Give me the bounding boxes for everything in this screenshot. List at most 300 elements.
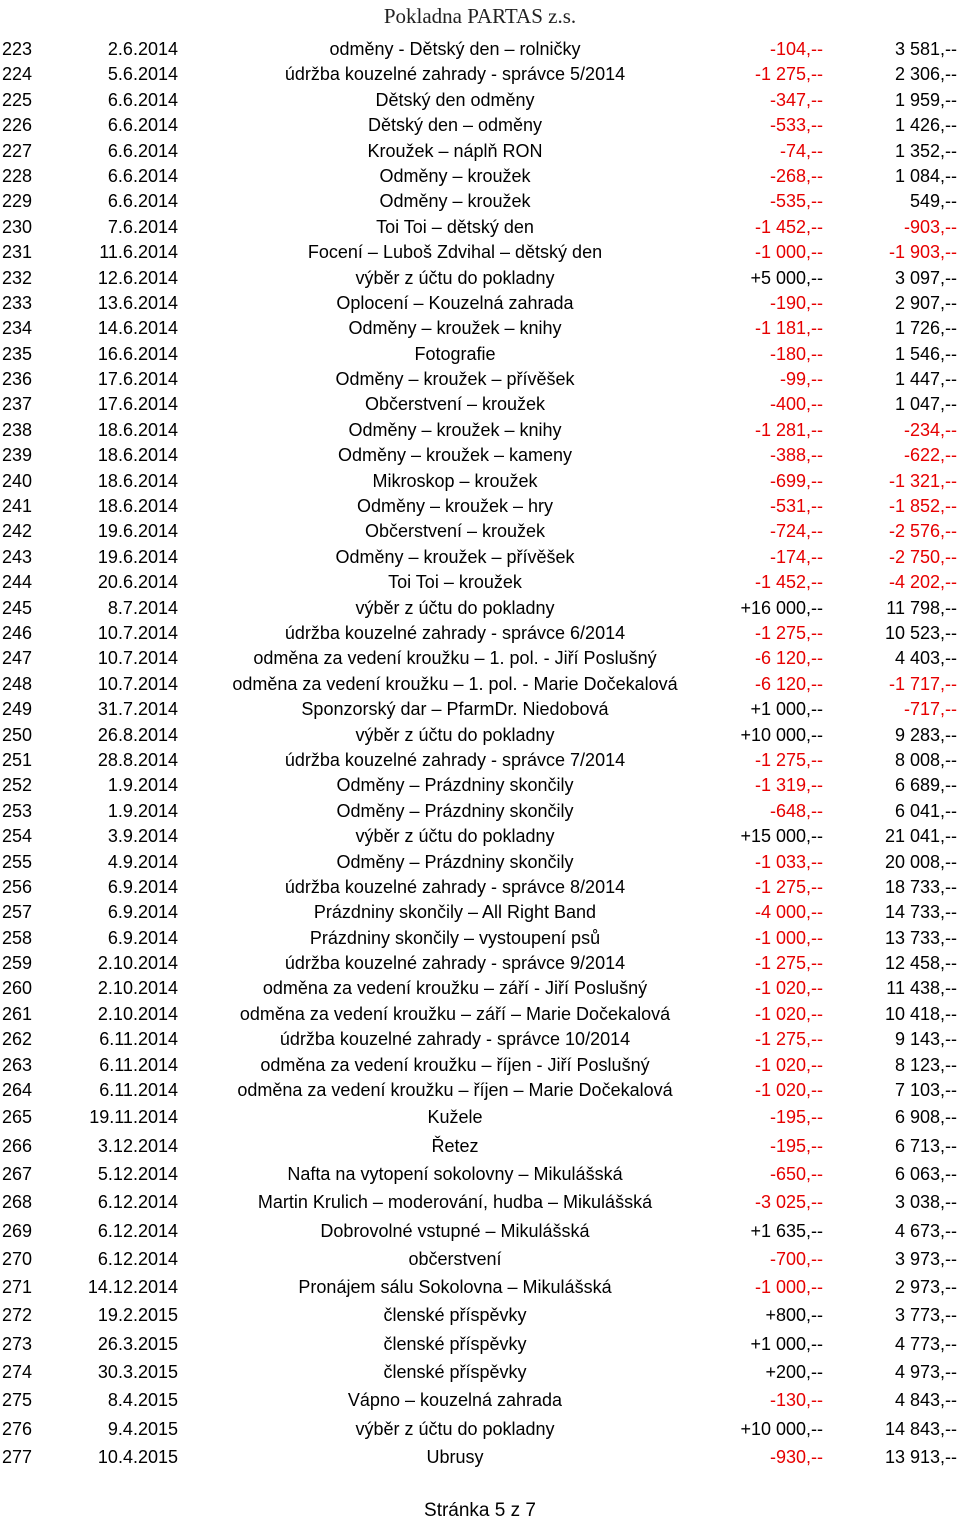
entry-balance: 6 063,--: [894, 1164, 957, 1184]
entry-balance: -1 321,--: [888, 470, 957, 491]
ledger-row: [0, 1443, 960, 1471]
entry-description: výběr z účtu do pokladny: [355, 1418, 555, 1439]
entry-balance: 11 798,--: [886, 597, 957, 618]
entry-number: 226: [2, 115, 33, 136]
entry-balance: 2 306,--: [894, 64, 957, 85]
entry-amount: +200,--: [765, 1362, 823, 1383]
entry-number: 262: [2, 1029, 33, 1050]
entry-number: 240: [2, 470, 33, 491]
entry-description: Odměny – Prázdniny skončily: [336, 775, 574, 796]
ledger-row: [0, 62, 960, 87]
entry-description: odměna za vedení kroužku – říjen – Marie Dočekalová: [237, 1080, 673, 1101]
entry-amount: +10 000,--: [740, 724, 823, 745]
entry-amount: -533,--: [769, 115, 823, 136]
entry-balance: -717,--: [903, 699, 957, 720]
entry-date: 18.6.2014: [97, 470, 178, 491]
entry-date: 16.6.2014: [97, 343, 178, 364]
entry-balance: 18 733,--: [884, 876, 957, 897]
entry-description: odměna za vedení kroužku – 1. pol. - Marie Dočekalová: [232, 673, 678, 694]
entry-number: 274: [2, 1362, 33, 1383]
entry-description: Prázdniny skončily – All Right Band: [313, 902, 597, 923]
entry-amount: -1 000,--: [754, 242, 823, 263]
entry-date: 18.6.2014: [97, 496, 178, 517]
entry-amount: -1 275,--: [754, 64, 823, 85]
entry-balance: 7 103,--: [894, 1080, 957, 1101]
ledger-row: [0, 1132, 960, 1160]
entry-date: 28.8.2014: [97, 749, 178, 770]
ledger-row: [0, 1103, 960, 1131]
entry-amount: -388,--: [769, 445, 823, 466]
entry-description: údržba kouzelné zahrady - správce 5/2014: [284, 64, 626, 85]
ledger-row: [0, 900, 960, 925]
entry-date: 19.6.2014: [97, 521, 178, 542]
ledger-row: [0, 850, 960, 875]
entry-date: 10.4.2015: [97, 1446, 178, 1467]
entry-date: 3.12.2014: [97, 1135, 178, 1156]
ledger-row: [0, 1301, 960, 1329]
entry-amount: -1 281,--: [754, 419, 823, 440]
entry-number: 251: [2, 749, 33, 770]
entry-balance: 1 352,--: [894, 140, 957, 161]
entry-description: Odměny – kroužek – kameny: [337, 445, 573, 466]
entry-balance: 14 843,--: [884, 1418, 957, 1439]
entry-description: Dětský den odměny: [375, 89, 535, 110]
ledger-row: [0, 113, 960, 138]
ledger-row: [0, 875, 960, 900]
entry-number: 270: [2, 1248, 33, 1269]
entry-amount: -535,--: [769, 191, 823, 212]
entry-amount: -174,--: [769, 546, 823, 567]
ledger-row: [0, 748, 960, 773]
entry-amount: -1 020,--: [754, 1003, 823, 1024]
entry-description: Toi Toi – kroužek: [388, 572, 522, 593]
ledger-row: [0, 773, 960, 798]
entry-number: 273: [2, 1333, 33, 1354]
ledger-row: [0, 266, 960, 291]
entry-amount: -699,--: [769, 470, 823, 491]
entry-balance: 1 546,--: [894, 343, 957, 364]
entry-number: 229: [2, 191, 33, 212]
entry-balance: 21 041,--: [884, 826, 957, 847]
page-number: Stránka 5 z 7: [424, 1500, 536, 1521]
entry-number: 248: [2, 673, 33, 694]
entry-amount: -190,--: [769, 292, 823, 313]
entry-balance: 4 973,--: [894, 1362, 957, 1383]
entry-balance: 4 843,--: [894, 1390, 957, 1411]
entry-description: Občerstvení – kroužek: [364, 521, 546, 542]
entry-date: 6.6.2014: [107, 191, 178, 212]
entry-description: Odměny – kroužek: [379, 165, 531, 186]
entry-amount: -1 452,--: [754, 216, 823, 237]
entry-number: 253: [2, 800, 33, 821]
entry-balance: 1 047,--: [894, 394, 957, 415]
entry-date: 6.6.2014: [107, 140, 178, 161]
entry-description: výběr z účtu do pokladny: [355, 724, 555, 745]
entry-description: odměny - Dětský den – rolničky: [329, 39, 581, 59]
entry-balance: 1 084,--: [894, 165, 957, 186]
entry-number: 250: [2, 724, 33, 745]
ledger-row: [0, 88, 960, 113]
entry-balance: 13 733,--: [884, 927, 957, 948]
entry-balance: 6 713,--: [894, 1135, 957, 1156]
entry-number: 275: [2, 1390, 33, 1411]
entry-number: 252: [2, 775, 33, 796]
entry-date: 6.12.2014: [97, 1220, 178, 1241]
entry-description: občerstvení: [408, 1248, 502, 1269]
entry-number: 268: [2, 1192, 33, 1213]
entry-amount: -1 000,--: [754, 927, 823, 948]
entry-number: 225: [2, 89, 33, 110]
entry-description: Odměny – kroužek – přívěšek: [335, 369, 575, 390]
ledger-row: [0, 697, 960, 722]
ledger-row: [0, 418, 960, 443]
entry-amount: -1 275,--: [754, 1029, 823, 1050]
entry-date: 6.11.2014: [99, 1029, 178, 1050]
entry-date: 8.7.2014: [107, 597, 178, 618]
entry-description: Řetez: [431, 1135, 479, 1156]
ledger-row: [0, 545, 960, 570]
entry-description: Odměny – Prázdniny skončily: [336, 851, 574, 872]
entry-description: Odměny – kroužek – hry: [356, 496, 554, 517]
entry-number: 276: [2, 1418, 33, 1439]
entry-balance: 2 907,--: [894, 292, 957, 313]
entry-balance: 13 913,--: [884, 1446, 957, 1467]
entry-date: 5.6.2014: [107, 64, 178, 85]
entry-balance: 9 283,--: [894, 724, 957, 745]
entry-balance: 4 403,--: [894, 648, 957, 669]
entry-description: Kužele: [427, 1107, 483, 1128]
entry-amount: -180,--: [769, 343, 823, 364]
entry-number: 254: [2, 826, 33, 847]
entry-date: 14.6.2014: [97, 318, 178, 339]
ledger-row: [0, 37, 960, 62]
ledger-row: [0, 926, 960, 951]
entry-description: Martin Krulich – moderování, hudba – Mikulášská: [257, 1192, 653, 1213]
ledger-row: [0, 1160, 960, 1188]
entry-description: Dětský den – odměny: [367, 115, 543, 136]
entry-number: 260: [2, 978, 33, 999]
entry-description: Oplocení – Kouzelná zahrada: [336, 292, 574, 313]
entry-description: údržba kouzelné zahrady - správce 7/2014: [284, 749, 626, 770]
entry-amount: -4 000,--: [754, 902, 823, 923]
entry-description: Pronájem sálu Sokolovna – Mikulášská: [298, 1277, 612, 1298]
entry-date: 4.9.2014: [107, 851, 178, 872]
entry-description: údržba kouzelné zahrady - správce 8/2014: [284, 876, 626, 897]
entry-number: 245: [2, 597, 33, 618]
entry-description: členské příspěvky: [383, 1333, 527, 1354]
entry-amount: -1 020,--: [754, 978, 823, 999]
entry-description: údržba kouzelné zahrady - správce 9/2014: [284, 953, 626, 974]
ledger-row: [0, 976, 960, 1001]
entry-description: Toi Toi – dětský den: [376, 216, 534, 237]
entry-balance: 20 008,--: [884, 851, 957, 872]
entry-amount: -268,--: [769, 165, 823, 186]
entry-description: Odměny – kroužek – knihy: [348, 318, 562, 339]
entry-amount: -1 275,--: [754, 953, 823, 974]
entry-number: 247: [2, 648, 33, 669]
entry-number: 244: [2, 572, 33, 593]
ledger-row: [0, 1053, 960, 1078]
entry-date: 26.3.2015: [97, 1333, 178, 1354]
entry-amount: +1 000,--: [750, 1333, 823, 1354]
entry-description: Nafta na vytopení sokolovny – Mikulášská: [287, 1164, 623, 1184]
entry-balance: -1 852,--: [888, 496, 957, 517]
cash-ledger-table: [0, 37, 960, 1471]
entry-date: 18.6.2014: [97, 445, 178, 466]
ledger-row: [0, 469, 960, 494]
ledger-row: [0, 494, 960, 519]
entry-number: 233: [2, 292, 33, 313]
entry-amount: +16 000,--: [740, 597, 823, 618]
entry-description: Fotografie: [414, 343, 496, 364]
entry-amount: -130,--: [769, 1390, 823, 1411]
entry-date: 1.9.2014: [107, 775, 178, 796]
entry-date: 3.9.2014: [107, 826, 178, 847]
entry-date: 2.10.2014: [97, 953, 178, 974]
entry-balance: -1 717,--: [888, 673, 957, 694]
entry-date: 6.9.2014: [107, 927, 178, 948]
entry-date: 6.9.2014: [107, 876, 178, 897]
entry-amount: -531,--: [769, 496, 823, 517]
entry-number: 231: [2, 242, 33, 263]
entry-balance: 9 143,--: [894, 1029, 957, 1050]
entry-amount: -195,--: [769, 1107, 823, 1128]
entry-balance: 3 097,--: [894, 267, 957, 288]
entry-description: Ubrusy: [426, 1446, 484, 1467]
entry-date: 9.4.2015: [107, 1418, 178, 1439]
ledger-row: [0, 1217, 960, 1245]
ledger-row: [0, 1273, 960, 1301]
entry-description: členské příspěvky: [383, 1305, 527, 1326]
entry-amount: -1 275,--: [754, 622, 823, 643]
entry-date: 18.6.2014: [97, 419, 178, 440]
ledger-row: [0, 1245, 960, 1273]
entry-number: 266: [2, 1135, 33, 1156]
entry-balance: 6 689,--: [894, 775, 957, 796]
entry-date: 6.6.2014: [107, 115, 178, 136]
entry-date: 19.6.2014: [97, 546, 178, 567]
entry-amount: -6 120,--: [754, 648, 823, 669]
entry-description: Mikroskop – kroužek: [372, 470, 538, 491]
entry-date: 6.9.2014: [107, 902, 178, 923]
entry-amount: -400,--: [769, 394, 823, 415]
entry-amount: -648,--: [769, 800, 823, 821]
entry-date: 19.11.2014: [89, 1107, 178, 1128]
ledger-row: [0, 1078, 960, 1103]
entry-amount: +5 000,--: [750, 267, 823, 288]
ledger-row: [0, 570, 960, 595]
entry-balance: 12 458,--: [884, 953, 957, 974]
entry-balance: 3 038,--: [894, 1192, 957, 1213]
entry-date: 17.6.2014: [97, 369, 178, 390]
entry-number: 236: [2, 369, 33, 390]
entry-number: 249: [2, 699, 33, 720]
entry-balance: 4 773,--: [894, 1333, 957, 1354]
ledger-row: [0, 621, 960, 646]
entry-number: 277: [2, 1446, 33, 1467]
ledger-row: [0, 1358, 960, 1386]
entry-balance: 1 959,--: [894, 89, 957, 110]
entry-number: 272: [2, 1305, 33, 1326]
ledger-row: [0, 392, 960, 417]
entry-balance: -4 202,--: [888, 572, 957, 593]
entry-date: 2.6.2014: [107, 39, 178, 59]
entry-date: 6.6.2014: [107, 165, 178, 186]
entry-amount: -1 000,--: [754, 1277, 823, 1298]
ledger-row: [0, 1027, 960, 1052]
entry-balance: -622,--: [903, 445, 957, 466]
entry-amount: -99,--: [779, 369, 823, 390]
ledger-row: [0, 316, 960, 341]
entry-amount: +15 000,--: [740, 826, 823, 847]
entry-balance: 3 773,--: [894, 1305, 957, 1326]
entry-balance: 6 908,--: [894, 1107, 957, 1128]
entry-number: 257: [2, 902, 33, 923]
ledger-row: [0, 596, 960, 621]
entry-balance: 1 726,--: [894, 318, 957, 339]
entry-description: Odměny – kroužek: [379, 191, 531, 212]
entry-number: 230: [2, 216, 33, 237]
entry-amount: -724,--: [769, 521, 823, 542]
entry-number: 256: [2, 876, 33, 897]
ledger-row: [0, 646, 960, 671]
entry-date: 2.10.2014: [97, 1003, 178, 1024]
ledger-row: [0, 824, 960, 849]
ledger-row: [0, 215, 960, 240]
entry-amount: -930,--: [769, 1446, 823, 1467]
entry-balance: 1 426,--: [894, 115, 957, 136]
entry-balance: 10 523,--: [884, 622, 957, 643]
ledger-row: [0, 1415, 960, 1443]
entry-number: 227: [2, 140, 33, 161]
entry-date: 10.7.2014: [97, 648, 178, 669]
entry-balance: -2 576,--: [888, 521, 957, 542]
entry-balance: -1 903,--: [888, 242, 957, 263]
entry-amount: -1 319,--: [754, 775, 823, 796]
entry-description: Odměny – kroužek – knihy: [348, 419, 562, 440]
entry-balance: 549,--: [909, 191, 957, 212]
entry-balance: -234,--: [903, 419, 957, 440]
ledger-row: [0, 723, 960, 748]
entry-amount: -1 181,--: [754, 318, 823, 339]
entry-date: 8.4.2015: [107, 1390, 178, 1411]
entry-balance: 6 041,--: [894, 800, 957, 821]
entry-date: 6.12.2014: [97, 1192, 178, 1213]
entry-number: 224: [2, 64, 33, 85]
ledger-row: [0, 367, 960, 392]
entry-balance: 8 008,--: [894, 749, 957, 770]
entry-description: odměna za vedení kroužku – 1. pol. - Jiří Poslušný: [253, 648, 657, 669]
ledger-row: [0, 240, 960, 265]
ledger-row: [0, 1330, 960, 1358]
entry-balance: 3 973,--: [894, 1248, 957, 1269]
entry-number: 263: [2, 1054, 33, 1075]
entry-number: 258: [2, 927, 33, 948]
entry-date: 30.3.2015: [97, 1362, 178, 1383]
entry-description: údržba kouzelné zahrady - správce 10/2014: [279, 1029, 631, 1050]
entry-description: Odměny – Prázdniny skončily: [336, 800, 574, 821]
ledger-row: [0, 1188, 960, 1216]
ledger-row: [0, 139, 960, 164]
entry-amount: -1 033,--: [754, 851, 823, 872]
entry-balance: 1 447,--: [894, 369, 957, 390]
entry-number: 246: [2, 622, 33, 643]
entry-amount: -195,--: [769, 1135, 823, 1156]
entry-balance: 11 438,--: [886, 978, 957, 999]
entry-number: 235: [2, 343, 33, 364]
entry-number: 242: [2, 521, 33, 542]
entry-amount: -347,--: [769, 89, 823, 110]
entry-amount: -1 275,--: [754, 876, 823, 897]
entry-date: 6.11.2014: [99, 1080, 178, 1101]
entry-balance: 3 581,--: [894, 39, 957, 59]
ledger-row: [0, 951, 960, 976]
entry-date: 6.6.2014: [107, 89, 178, 110]
entry-date: 12.6.2014: [97, 267, 178, 288]
entry-number: 234: [2, 318, 33, 339]
entry-amount: +10 000,--: [740, 1418, 823, 1439]
entry-date: 6.12.2014: [97, 1248, 178, 1269]
entry-description: Odměny – kroužek – přívěšek: [335, 546, 575, 567]
entry-date: 13.6.2014: [97, 292, 178, 313]
entry-description: Vápno – kouzelná zahrada: [347, 1390, 563, 1411]
entry-amount: -104,--: [769, 39, 823, 59]
entry-date: 1.9.2014: [107, 800, 178, 821]
entry-amount: -1 275,--: [754, 749, 823, 770]
entry-number: 265: [2, 1107, 33, 1128]
entry-balance: -903,--: [903, 216, 957, 237]
entry-description: údržba kouzelné zahrady - správce 6/2014: [284, 622, 626, 643]
entry-description: Kroužek – náplň RON: [367, 140, 543, 161]
entry-amount: -650,--: [769, 1164, 823, 1184]
entry-amount: -74,--: [779, 140, 823, 161]
entry-date: 10.7.2014: [97, 673, 178, 694]
entry-balance: 14 733,--: [884, 902, 957, 923]
entry-date: 10.7.2014: [97, 622, 178, 643]
entry-amount: -1 020,--: [754, 1080, 823, 1101]
entry-number: 238: [2, 419, 33, 440]
entry-description: Sponzorský dar – PfarmDr. Niedobová: [301, 699, 609, 720]
entry-number: 264: [2, 1080, 33, 1101]
entry-number: 237: [2, 394, 33, 415]
entry-date: 26.8.2014: [97, 724, 178, 745]
entry-balance: 10 418,--: [884, 1003, 957, 1024]
entry-number: 223: [2, 39, 33, 59]
entry-amount: +800,--: [765, 1305, 823, 1326]
entry-date: 31.7.2014: [97, 699, 178, 720]
ledger-row: [0, 1002, 960, 1027]
entry-amount: -1 452,--: [754, 572, 823, 593]
entry-description: výběr z účtu do pokladny: [355, 826, 555, 847]
entry-description: odměna za vedení kroužku – září - Jiří Poslušný: [262, 978, 648, 999]
entry-balance: 4 673,--: [894, 1220, 957, 1241]
entry-number: 271: [2, 1277, 33, 1298]
ledger-row: [0, 519, 960, 544]
entry-number: 259: [2, 953, 33, 974]
ledger-row: [0, 443, 960, 468]
entry-number: 228: [2, 165, 33, 186]
entry-amount: -6 120,--: [754, 673, 823, 694]
entry-number: 241: [2, 496, 33, 517]
entry-number: 255: [2, 851, 33, 872]
entry-amount: +1 000,--: [750, 699, 823, 720]
entry-number: 239: [2, 445, 33, 466]
entry-number: 269: [2, 1220, 33, 1241]
entry-balance: -2 750,--: [888, 546, 957, 567]
entry-date: 14.12.2014: [87, 1277, 178, 1298]
entry-date: 7.6.2014: [107, 216, 178, 237]
entry-description: Občerstvení – kroužek: [364, 394, 546, 415]
